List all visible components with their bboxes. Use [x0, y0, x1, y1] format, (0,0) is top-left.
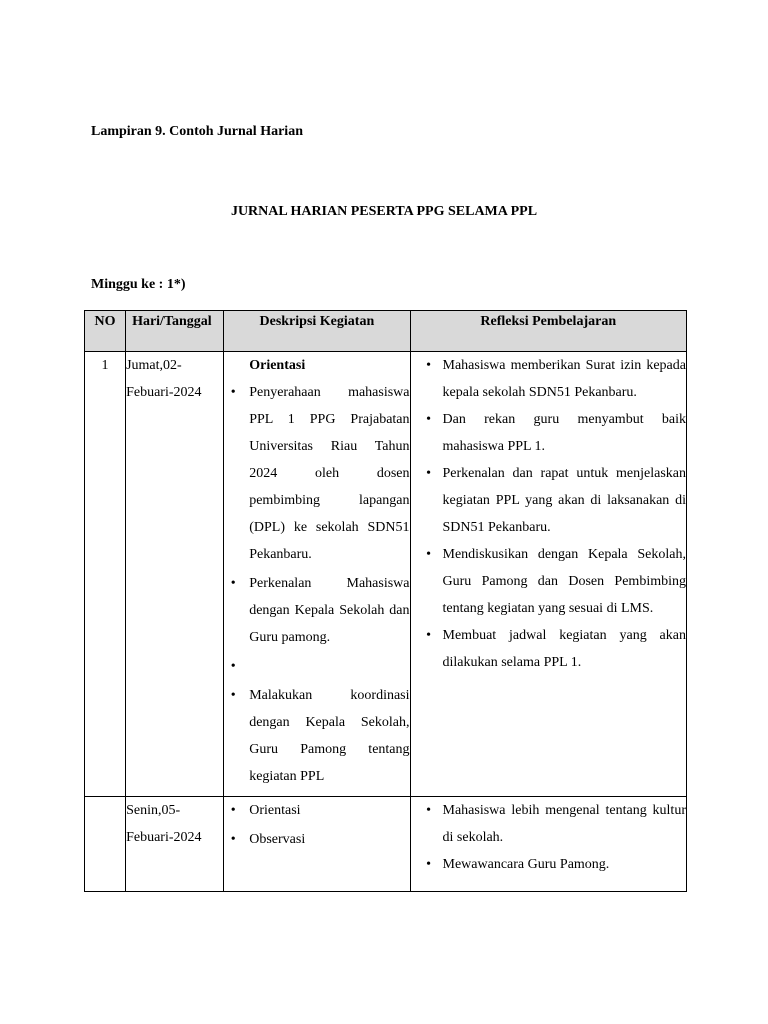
row-number: [85, 797, 126, 892]
list-item: • Membuat jadwal kegiatan yang akan dilakukan selama PPL 1.: [411, 622, 686, 676]
header-no: NO: [85, 311, 126, 352]
bullet-icon: •: [426, 466, 431, 481]
bullet-icon: •: [230, 803, 236, 818]
description-heading: Orientasi: [249, 358, 306, 373]
list-item: • Dan rekan guru menyambut baik mahasiswa PPL 1.: [411, 406, 686, 460]
list-item: • Observasi: [224, 826, 409, 853]
appendix-title: Lampiran 9. Contoh Jurnal Harian: [91, 124, 303, 139]
bullet-icon: •: [230, 385, 236, 400]
description-list: [224, 797, 409, 853]
list-item: • Mewawancara Guru Pamong.: [411, 851, 686, 878]
list-item: • Mendiskusikan dengan Kepala Sekolah, Guru Pamong dan Dosen Pembimbing tentang kegiatan yang sesuai di LMS.: [411, 541, 686, 622]
list-item: • Mahasiswa lebih mengenal tentang kultur di sekolah.: [411, 797, 686, 851]
list-item: • Malakukan koordinasi dengan Kepala Sekolah, Guru Pamong tentang kegiatan PPL: [224, 682, 409, 790]
list-item: • Orientasi: [224, 797, 409, 824]
row-reflection: [410, 352, 686, 797]
row-description: [224, 797, 410, 892]
table-row: [85, 797, 687, 892]
row-number: 1: [85, 352, 126, 797]
document-title: JURNAL HARIAN PESERTA PPG SELAMA PPL: [230, 204, 538, 219]
week-label: Minggu ke : 1*): [91, 277, 186, 292]
bullet-icon: •: [426, 628, 431, 643]
row-date: Senin,05-Febuari-2024: [126, 797, 224, 892]
header-refleksi-pembelajaran: Refleksi Pembelajaran: [410, 311, 686, 352]
journal-table: [84, 310, 687, 892]
bullet-icon: •: [230, 659, 236, 674]
bullet-icon: •: [230, 576, 236, 591]
bullet-icon: •: [426, 803, 431, 818]
bullet-icon: •: [426, 547, 431, 562]
list-item: • Penyerahaan mahasiswa PPL 1 PPG Prajabatan Universitas Riau Tahun 2024 oleh dosen pembimbing lapangan (DPL) ke sekolah SDN51 Pekanbaru.: [224, 379, 409, 568]
bullet-icon: •: [426, 358, 431, 373]
description-list: [224, 379, 409, 790]
bullet-icon: •: [230, 688, 236, 703]
reflection-list: [411, 797, 686, 878]
row-date: Jumat,02-Febuari-2024: [126, 352, 224, 797]
row-description: [224, 352, 410, 797]
bullet-icon: •: [426, 412, 431, 427]
list-item: • Perkenalan Mahasiswa dengan Kepala Sekolah dan Guru pamong.: [224, 570, 409, 651]
header-hari-tanggal: Hari/Tanggal: [126, 311, 224, 352]
bullet-icon: •: [230, 832, 236, 847]
reflection-list: [411, 352, 686, 676]
list-item: • Perkenalan dan rapat untuk menjelaskan kegiatan PPL yang akan di laksanakan di SDN51 Pekanbaru.: [411, 460, 686, 541]
list-item: • Mahasiswa memberikan Surat izin kepada kepala sekolah SDN51 Pekanbaru.: [411, 352, 686, 406]
row-reflection: [410, 797, 686, 892]
bullet-icon: •: [426, 857, 431, 872]
list-item: [224, 653, 409, 680]
table-row: [85, 352, 687, 797]
header-deskripsi-kegiatan: Deskripsi Kegiatan: [224, 311, 410, 352]
table-header-row: [85, 311, 687, 352]
